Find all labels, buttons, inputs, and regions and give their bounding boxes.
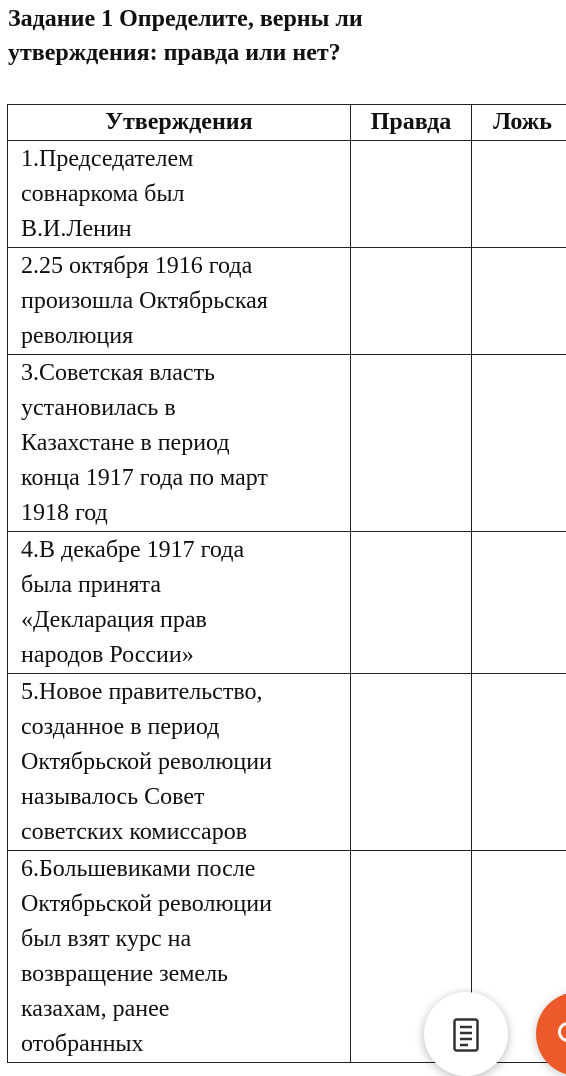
chat-icon [558, 1022, 566, 1042]
statement-line: возвращение земель [21, 961, 228, 987]
table-row [8, 248, 566, 355]
statement-line: 6.Большевиками после [21, 856, 255, 882]
document-lines-icon [453, 1018, 479, 1052]
table-header-row [8, 105, 566, 141]
statement-line: 3.Советская власть [21, 360, 215, 386]
true-false-table [7, 104, 566, 1063]
true-answer-cell[interactable] [351, 532, 472, 674]
document-fab-button[interactable] [424, 992, 508, 1076]
true-answer-cell[interactable] [351, 674, 472, 851]
statement-line: 5.Новое правительство, [21, 679, 263, 705]
statement-cell [8, 851, 351, 1063]
statement-cell [8, 355, 351, 532]
task-title [8, 2, 548, 70]
statement-cell [8, 674, 351, 851]
statement-line: В.И.Ленин [21, 216, 132, 242]
task-title-line-1: Задание 1 Определите, верны ли [8, 6, 363, 32]
statement-cell [8, 141, 351, 248]
statement-line: 1918 год [21, 500, 108, 526]
false-answer-cell[interactable] [472, 248, 566, 355]
statement-line: конца 1917 года по март [21, 465, 268, 491]
statement-cell [8, 532, 351, 674]
true-answer-cell[interactable] [351, 355, 472, 532]
statement-line: был взят курс на [21, 926, 191, 952]
statement-line: революция [21, 323, 133, 349]
statement-line: народов России» [21, 642, 194, 668]
statement-line: казахам, ранее [21, 996, 169, 1022]
header-true: Правда [351, 105, 472, 141]
statement-line: 1.Председателем [21, 146, 193, 172]
statement-line: установилась в [21, 395, 176, 421]
table-row [8, 532, 566, 674]
statement-line: Октябрьской революции [21, 891, 272, 917]
header-statements: Утверждения [8, 105, 351, 141]
statement-line: 2.25 октября 1916 года [21, 253, 252, 279]
header-false: Ложь [472, 105, 566, 141]
statement-line: 4.В декабре 1917 года [21, 537, 244, 563]
statement-line: отобранных [21, 1031, 144, 1057]
statement-line: созданное в период [21, 714, 219, 740]
task-title-line-2: утверждения: правда или нет? [8, 40, 341, 66]
true-answer-cell[interactable] [351, 248, 472, 355]
true-answer-cell[interactable] [351, 141, 472, 248]
statement-line: называлось Совет [21, 784, 205, 810]
statement-line: совнаркома был [21, 181, 184, 207]
false-answer-cell[interactable] [472, 532, 566, 674]
statement-cell [8, 248, 351, 355]
statement-line: была принята [21, 572, 161, 598]
false-answer-cell[interactable] [472, 355, 566, 532]
statement-line: Казахстане в период [21, 430, 230, 456]
table-row [8, 674, 566, 851]
statement-line: произошла Октябрьская [21, 288, 268, 314]
statement-line: советских комиссаров [21, 819, 247, 845]
statement-line: «Декларация прав [21, 607, 207, 633]
table-row [8, 141, 566, 248]
statement-line: Октябрьской революции [21, 749, 272, 775]
false-answer-cell[interactable] [472, 674, 566, 851]
table-row [8, 355, 566, 532]
false-answer-cell[interactable] [472, 141, 566, 248]
